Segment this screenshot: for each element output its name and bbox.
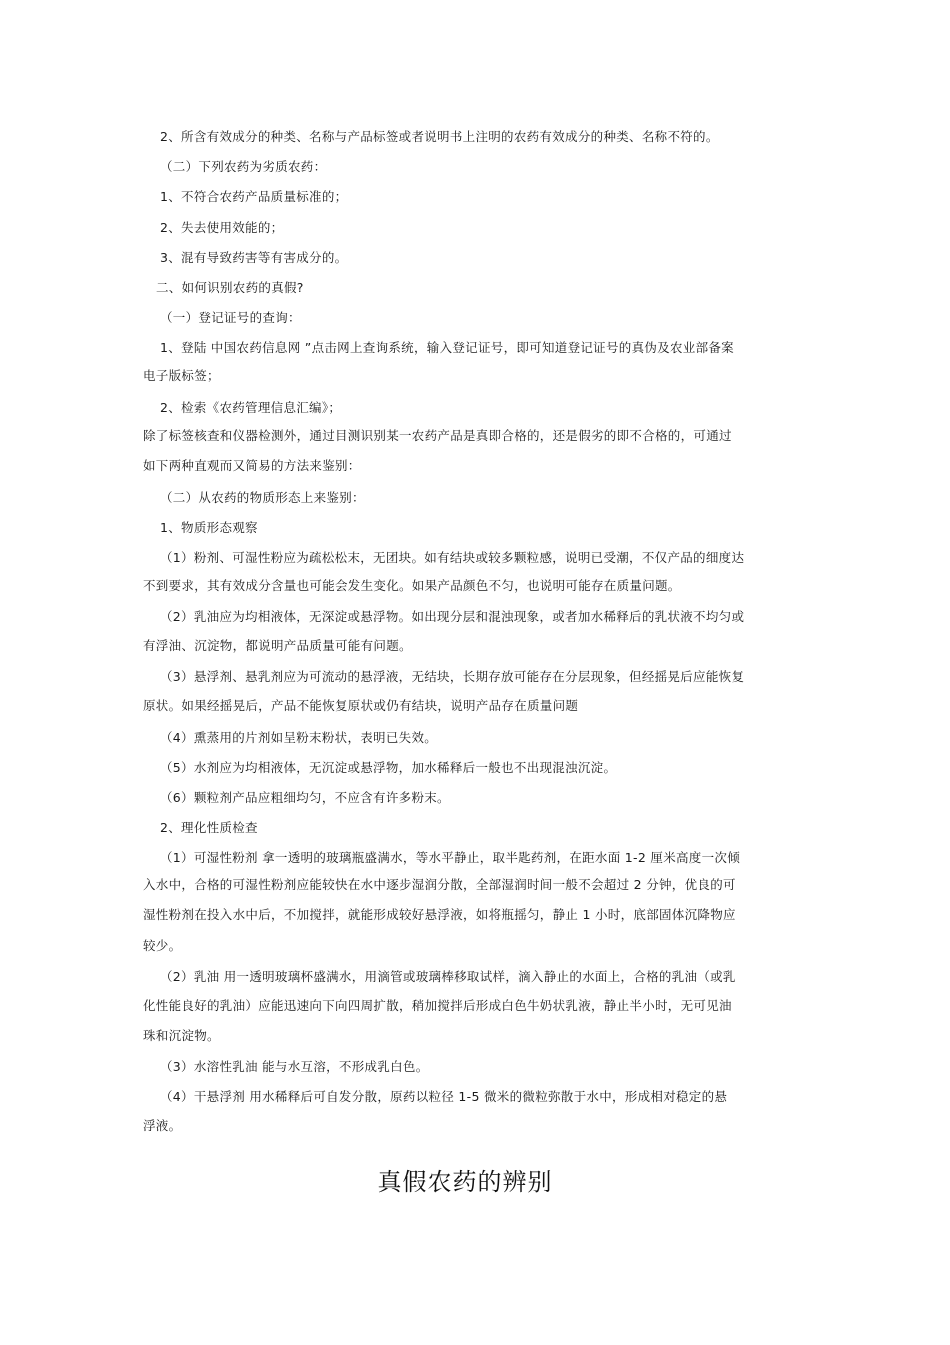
text-line: 原状。如果经摇晃后，产品不能恢复原状或仍有结块，说明产品存在质量问题 bbox=[143, 698, 579, 713]
text-line: 化性能良好的乳油）应能迅速向下向四周扩散，稍加搅拌后形成白色牛奶状乳液，静止半小时，无可见油 bbox=[143, 998, 732, 1013]
section-heading: 二、如何识别农药的真假? bbox=[156, 280, 304, 295]
text-line: 较少。 bbox=[143, 938, 182, 953]
text-line: （3）悬浮剂、悬乳剂应为可流动的悬浮液，无结块，长期存放可能存在分层现象，但经摇晃后应能恢复 bbox=[160, 669, 745, 684]
text-line: 3、混有导致药害等有害成分的。 bbox=[160, 250, 348, 265]
text-line: （3）水溶性乳油 能与水互溶，不形成乳白色。 bbox=[160, 1059, 429, 1074]
text-line: 1、不符合农药产品质量标准的； bbox=[160, 189, 348, 204]
text-line: 2、检索《农药管理信息汇编》； bbox=[160, 400, 342, 415]
text-line: 湿性粉剂在投入水中后，不加搅拌，就能形成较好悬浮液，如将瓶摇匀，静止 1 小时，底部固体沉降物应 bbox=[143, 907, 736, 922]
text-line: 不到要求，其有效成分含量也可能会发生变化。如果产品颜色不匀，也说明可能存在质量问题。 bbox=[143, 578, 681, 593]
text-line: （4）熏蒸用的片剂如呈粉末粉状，表明已失效。 bbox=[160, 730, 438, 745]
text-line: （2）乳油 用一透明玻璃杯盛满水，用滴管或玻璃棒移取试样，滴入静止的水面上，合格的乳油（或乳 bbox=[160, 969, 736, 984]
text-line: 浮液。 bbox=[143, 1118, 182, 1133]
text-line: （1）粉剂、可湿性粉应为疏松松末，无团块。如有结块或较多颗粒感，说明已受潮，不仅产品的细度达 bbox=[160, 550, 745, 565]
text-line: 珠和沉淀物。 bbox=[143, 1028, 220, 1043]
text-line: 有浮油、沉淀物，都说明产品质量可能有问题。 bbox=[143, 638, 412, 653]
text-line: （4）干悬浮剂 用水稀释后可自发分散，原药以粒径 1-5 微米的微粒弥散于水中，形成相对稳定的悬 bbox=[160, 1089, 728, 1104]
text-line: （5）水剂应为均相液体，无沉淀或悬浮物，加水稀释后一般也不出现混浊沉淀。 bbox=[160, 760, 617, 775]
text-line: 1、物质形态观察 bbox=[160, 520, 258, 535]
text-line: （6）颗粒剂产品应粗细均匀，不应含有许多粉末。 bbox=[160, 790, 450, 805]
text-line: （二）下列农药为劣质农药： bbox=[160, 159, 327, 174]
text-line: 入水中，合格的可湿性粉剂应能较快在水中逐步湿润分散，全部湿润时间一般不会超过 2 分钟，优良的可 bbox=[143, 877, 736, 892]
text-line: （1）可湿性粉剂 拿一透明的玻璃瓶盛满水，等水平静止，取半匙药剂，在距水面 1-2 厘米高度一次倾 bbox=[160, 850, 740, 865]
text-line: 电子版标签； bbox=[143, 368, 220, 383]
text-line: 1、登陆 中国农药信息网 ”点击网上查询系统，输入登记证号，即可知道登记证号的真伪及农业部备案 bbox=[160, 340, 734, 355]
text-line: （2）乳油应为均相液体，无深淀或悬浮物。如出现分层和混浊现象，或者加水稀释后的乳状液不均匀或 bbox=[160, 609, 745, 624]
text-line: 2、失去使用效能的； bbox=[160, 220, 284, 235]
text-line: 除了标签核查和仪器检测外，通过目测识别某一农药产品是真即合格的，还是假劣的即不合格的，可通过 bbox=[143, 428, 732, 443]
document-title: 真假农药的辨别 bbox=[377, 1168, 553, 1196]
text-line: 2、所含有效成分的种类、名称与产品标签或者说明书上注明的农药有效成分的种类、名称不符的。 bbox=[160, 129, 719, 144]
text-line: 2、理化性质检查 bbox=[160, 820, 258, 835]
text-line: （一）登记证号的查询： bbox=[160, 310, 301, 325]
text-line: 如下两种直观而又简易的方法来鉴别： bbox=[143, 458, 361, 473]
text-line: （二）从农药的物质形态上来鉴别： bbox=[160, 490, 365, 505]
